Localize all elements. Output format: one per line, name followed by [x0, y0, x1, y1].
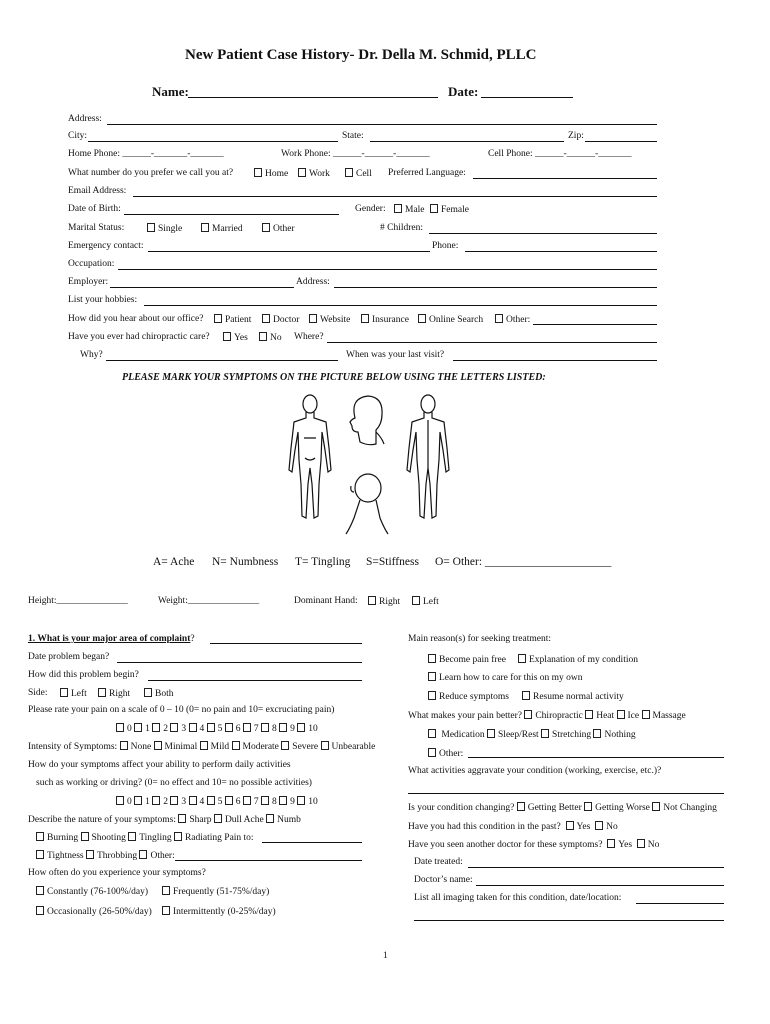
- other-doc-row: [408, 839, 659, 850]
- nature-label: Describe the nature of your symptoms:: [28, 815, 177, 825]
- name-field[interactable]: [188, 97, 438, 98]
- checkbox-icon[interactable]: [259, 332, 267, 341]
- call-home-option[interactable]: Home: [254, 168, 288, 179]
- address-field[interactable]: [107, 124, 657, 125]
- often-constantly[interactable]: Constantly (76-100%/day): [36, 886, 148, 897]
- changing-worse[interactable]: Getting Worse: [584, 803, 650, 813]
- occupation-field[interactable]: [118, 269, 657, 270]
- often-frequently[interactable]: Frequently (51-75%/day): [162, 886, 269, 897]
- better-ice[interactable]: Ice: [617, 711, 640, 721]
- checkbox-icon[interactable]: [262, 314, 270, 323]
- dob-label: Date of Birth:: [68, 204, 121, 214]
- daily-5[interactable]: 5: [207, 797, 223, 807]
- occupation-label: Occupation:: [68, 259, 115, 269]
- better-other-field[interactable]: [468, 757, 724, 758]
- back-body-figure: [407, 395, 449, 518]
- changing-row: [408, 802, 717, 813]
- legend-numbness: N= Numbness: [212, 556, 279, 568]
- state-label: State:: [342, 131, 364, 141]
- other-doc-yes[interactable]: Yes: [607, 840, 632, 850]
- chiro-yes-option[interactable]: Yes: [223, 332, 248, 343]
- nature-numb[interactable]: Numb: [266, 815, 301, 825]
- scale-4[interactable]: 4: [189, 724, 205, 734]
- employer-label: Employer:: [68, 277, 109, 287]
- nature-tingling[interactable]: Tingling: [128, 833, 171, 843]
- side-label: Side:: [28, 688, 48, 698]
- where-field[interactable]: [327, 342, 657, 343]
- daily-0[interactable]: 0: [116, 797, 132, 807]
- emergency-label: Emergency contact:: [68, 241, 144, 251]
- past-yes[interactable]: Yes: [566, 822, 591, 832]
- other-doc-question: Have you seen another doctor for these symptoms?: [408, 840, 603, 850]
- email-label: Email Address:: [68, 186, 127, 196]
- checkbox-icon[interactable]: [254, 168, 262, 177]
- nature-throbbing[interactable]: Throbbing: [86, 851, 137, 861]
- checkbox-icon[interactable]: [147, 223, 155, 232]
- imaging-label: List all imaging taken for this condition, date/location:: [414, 893, 622, 903]
- checkbox-icon[interactable]: [361, 314, 369, 323]
- daily-question-2: such as working or driving? (0= no effect and 10= no possible activities): [36, 778, 312, 788]
- legend-tingling: T= Tingling: [295, 556, 351, 568]
- checkbox-icon[interactable]: [98, 688, 106, 697]
- better-stretching[interactable]: Stretching: [541, 730, 591, 740]
- nature-other-field[interactable]: [175, 860, 362, 861]
- last-visit-field[interactable]: [453, 360, 657, 361]
- side-both-option[interactable]: Both: [144, 688, 173, 699]
- checkbox-icon[interactable]: [368, 596, 376, 605]
- dominant-hand-label: Dominant Hand:: [294, 596, 358, 606]
- page-title: New Patient Case History- Dr. Della M. Schmid, PLLC: [185, 47, 537, 63]
- hear-question: How did you hear about our office?: [68, 314, 204, 324]
- checkbox-icon[interactable]: [495, 314, 503, 323]
- gender-female-option[interactable]: Female: [430, 204, 469, 215]
- symptom-instruction: PLEASE MARK YOUR SYMPTOMS ON THE PICTURE BELOW USING THE LETTERS LISTED:: [122, 372, 546, 383]
- daily-6[interactable]: 6: [225, 797, 241, 807]
- marital-single-option[interactable]: Single: [147, 223, 182, 234]
- past-row: [408, 821, 618, 832]
- daily-10[interactable]: 10: [297, 797, 318, 807]
- nature-row-2: [36, 832, 254, 843]
- complaint-question: 1. What is your major area of complaint?: [28, 634, 195, 644]
- hobbies-label: List your hobbies:: [68, 295, 138, 305]
- side-left-option[interactable]: Left: [60, 688, 87, 699]
- scale-6[interactable]: 6: [225, 724, 241, 734]
- other-doc-no[interactable]: No: [637, 840, 660, 850]
- reason-explanation[interactable]: Explanation of my condition: [518, 654, 638, 665]
- checkbox-icon[interactable]: [309, 314, 317, 323]
- checkbox-icon[interactable]: [430, 204, 438, 213]
- radiating-field[interactable]: [262, 842, 362, 843]
- changing-question: Is your condition changing?: [408, 803, 515, 813]
- hand-right-option[interactable]: Right: [368, 596, 400, 607]
- where-label: Where?: [294, 332, 324, 342]
- pain-rate-label: Please rate your pain on a scale of 0 – 10 (0= no pain and 10= excruciating pain): [28, 705, 335, 715]
- email-field[interactable]: [133, 196, 657, 197]
- scale-9[interactable]: 9: [279, 724, 295, 734]
- legend-other[interactable]: O= Other: ______________________: [435, 556, 612, 568]
- reason-pain-free[interactable]: Become pain free: [428, 654, 506, 665]
- main-reason-label: Main reason(s) for seeking treatment:: [408, 634, 551, 644]
- weight-field[interactable]: Weight:_______________: [158, 596, 260, 606]
- hear-other-field[interactable]: [533, 324, 657, 325]
- past-no[interactable]: No: [595, 822, 618, 832]
- nature-other[interactable]: Other:: [139, 851, 174, 861]
- pain-scale[interactable]: [116, 723, 318, 734]
- legend-ache: A= Ache: [153, 556, 195, 568]
- checkbox-icon[interactable]: [214, 314, 222, 323]
- state-field[interactable]: [370, 141, 564, 142]
- better-chiropractic[interactable]: Chiropractic: [524, 711, 582, 721]
- intensity-moderate[interactable]: Moderate: [232, 742, 279, 752]
- hobbies-field[interactable]: [144, 305, 657, 306]
- daily-3[interactable]: 3: [170, 797, 186, 807]
- reason-reduce[interactable]: Reduce symptoms: [428, 691, 509, 702]
- nature-dull-ache[interactable]: Dull Ache: [214, 815, 264, 825]
- intensity-label: Intensity of Symptoms:: [28, 742, 118, 752]
- side-right-option[interactable]: Right: [98, 688, 130, 699]
- checkbox-icon[interactable]: [418, 314, 426, 323]
- nature-shooting[interactable]: Shooting: [81, 833, 126, 843]
- marital-label: Marital Status:: [68, 223, 125, 233]
- better-sleep[interactable]: Sleep/Rest: [487, 730, 539, 740]
- nature-sharp[interactable]: Sharp: [178, 815, 211, 825]
- call-cell-option[interactable]: Cell: [345, 168, 372, 179]
- checkbox-icon[interactable]: [345, 168, 353, 177]
- children-label: # Children:: [380, 223, 424, 233]
- hear-website-option[interactable]: Website: [309, 314, 350, 325]
- hear-doctor-option[interactable]: Doctor: [262, 314, 299, 325]
- changing-better[interactable]: Getting Better: [517, 803, 582, 813]
- imaging-field-2[interactable]: [414, 920, 724, 921]
- nature-row-3: [36, 850, 175, 861]
- chiro-no-option[interactable]: No: [259, 332, 282, 343]
- employer-address-field[interactable]: [334, 287, 657, 288]
- daily-7[interactable]: 7: [243, 797, 259, 807]
- scale-8[interactable]: 8: [261, 724, 277, 734]
- nature-row-1: [28, 814, 301, 825]
- often-occasionally[interactable]: Occasionally (26-50%/day): [36, 906, 152, 917]
- complaint-field[interactable]: [210, 643, 362, 644]
- home-phone-field[interactable]: Home Phone: ______-_______-_______: [68, 149, 224, 159]
- often-question: How often do you experience your symptoms?: [28, 868, 206, 878]
- nature-tightness[interactable]: Tightness: [36, 851, 84, 861]
- how-began-field[interactable]: [148, 680, 362, 681]
- checkbox-icon[interactable]: [223, 332, 231, 341]
- gender-male-option[interactable]: Male: [394, 204, 425, 215]
- scale-10[interactable]: 10: [297, 724, 318, 734]
- date-began-label: Date problem began?: [28, 652, 110, 662]
- checkbox-icon[interactable]: [394, 204, 402, 213]
- intensity-unbearable[interactable]: Unbearable: [321, 742, 376, 752]
- page-number: 1: [383, 951, 388, 961]
- daily-4[interactable]: 4: [189, 797, 205, 807]
- work-phone-field[interactable]: Work Phone: ______-______-_______: [281, 149, 430, 159]
- nature-burning[interactable]: Burning: [36, 833, 78, 843]
- better-row-1: [408, 710, 686, 721]
- scale-1[interactable]: 1: [134, 724, 150, 734]
- date-field[interactable]: [481, 97, 573, 98]
- often-intermittently[interactable]: Intermittently (0-25%/day): [162, 906, 276, 917]
- aggravate-question: What activities aggravate your condition (working, exercise, etc.)?: [408, 766, 662, 776]
- marital-other-option[interactable]: Other: [262, 223, 295, 234]
- scale-2[interactable]: 2: [152, 724, 168, 734]
- employer-field[interactable]: [110, 287, 294, 288]
- zip-field[interactable]: [585, 141, 657, 142]
- checkbox-icon[interactable]: [60, 688, 68, 697]
- past-question: Have you had this condition in the past?: [408, 822, 561, 832]
- call-question: What number do you prefer we call you at?: [68, 168, 234, 178]
- better-medication[interactable]: Medication: [428, 730, 485, 740]
- gender-label: Gender:: [355, 204, 386, 214]
- legend-stiffness: S=Stiffness: [366, 556, 419, 568]
- date-treated-field[interactable]: [468, 867, 724, 868]
- phone-label: Phone:: [432, 241, 459, 251]
- why-field[interactable]: [106, 360, 338, 361]
- body-diagram[interactable]: [280, 388, 460, 538]
- changing-not[interactable]: Not Changing: [652, 803, 717, 813]
- checkbox-icon[interactable]: [412, 596, 420, 605]
- dob-field[interactable]: [124, 214, 339, 215]
- nature-radiating[interactable]: Radiating Pain to:: [174, 833, 254, 843]
- date-began-field[interactable]: [117, 662, 362, 663]
- better-nothing[interactable]: Nothing: [593, 730, 635, 740]
- aggravate-field[interactable]: [408, 793, 724, 794]
- cell-phone-field[interactable]: Cell Phone: ______-______-_______: [488, 149, 632, 159]
- intensity-none[interactable]: None: [120, 742, 152, 752]
- front-body-figure: [289, 395, 331, 518]
- address-label: Address:: [68, 114, 102, 124]
- hear-online-option[interactable]: Online Search: [418, 314, 483, 325]
- emergency-field[interactable]: [148, 251, 430, 252]
- city-field[interactable]: [88, 141, 338, 142]
- checkbox-icon[interactable]: [144, 688, 152, 697]
- chiro-question: Have you ever had chiropractic care?: [68, 332, 210, 342]
- scale-0[interactable]: 0: [116, 724, 132, 734]
- marital-married-option[interactable]: Married: [201, 223, 243, 234]
- intensity-row: [28, 741, 375, 752]
- scale-7[interactable]: 7: [243, 724, 259, 734]
- daily-1[interactable]: 1: [134, 797, 150, 807]
- reason-resume[interactable]: Resume normal activity: [522, 691, 624, 702]
- date-label: Date:: [448, 84, 479, 99]
- daily-question: How do your symptoms affect your ability to perform daily activities: [28, 760, 291, 770]
- doctor-name-label: Doctor’s name:: [414, 875, 473, 885]
- better-massage[interactable]: Massage: [642, 711, 686, 721]
- hear-other-option[interactable]: Other:: [495, 314, 530, 325]
- name-label: Name:: [152, 84, 189, 99]
- hear-patient-option[interactable]: Patient: [214, 314, 251, 325]
- children-field[interactable]: [429, 233, 657, 234]
- daily-2[interactable]: 2: [152, 797, 168, 807]
- city-label: City:: [68, 131, 88, 141]
- better-heat[interactable]: Heat: [585, 711, 614, 721]
- doctor-name-field[interactable]: [476, 885, 724, 886]
- hand-left-option[interactable]: Left: [412, 596, 439, 607]
- better-question: What makes your pain better?: [408, 711, 522, 721]
- reason-learn[interactable]: Learn how to care for this on my own: [428, 672, 583, 683]
- zip-label: Zip:: [568, 131, 584, 141]
- better-row-2: [428, 729, 636, 740]
- daily-9[interactable]: 9: [279, 797, 295, 807]
- why-label: Why?: [80, 350, 103, 360]
- last-visit-label: When was your last visit?: [346, 350, 445, 360]
- pref-language-label: Preferred Language:: [388, 168, 466, 178]
- call-work-option[interactable]: Work: [298, 168, 330, 179]
- hear-insurance-option[interactable]: Insurance: [361, 314, 409, 325]
- pref-language-field[interactable]: [473, 178, 657, 179]
- checkbox-icon[interactable]: [201, 223, 209, 232]
- side-head-figure: [350, 396, 384, 445]
- intensity-minimal[interactable]: Minimal: [154, 742, 198, 752]
- checkbox-icon[interactable]: [262, 223, 270, 232]
- date-treated-label: Date treated:: [414, 857, 463, 867]
- height-field[interactable]: Height:_______________: [28, 596, 128, 606]
- imaging-field-1[interactable]: [636, 903, 724, 904]
- scale-3[interactable]: 3: [170, 724, 186, 734]
- back-head-figure: [346, 474, 388, 534]
- scale-5[interactable]: 5: [207, 724, 223, 734]
- phone-field[interactable]: [465, 251, 657, 252]
- checkbox-icon[interactable]: [298, 168, 306, 177]
- intensity-severe[interactable]: Severe: [281, 742, 318, 752]
- employer-address-label: Address:: [296, 277, 330, 287]
- intensity-mild[interactable]: Mild: [200, 742, 229, 752]
- how-began-label: How did this problem begin?: [28, 670, 139, 680]
- daily-8[interactable]: 8: [261, 797, 277, 807]
- better-other[interactable]: Other:: [428, 748, 463, 759]
- daily-scale[interactable]: [116, 796, 318, 807]
